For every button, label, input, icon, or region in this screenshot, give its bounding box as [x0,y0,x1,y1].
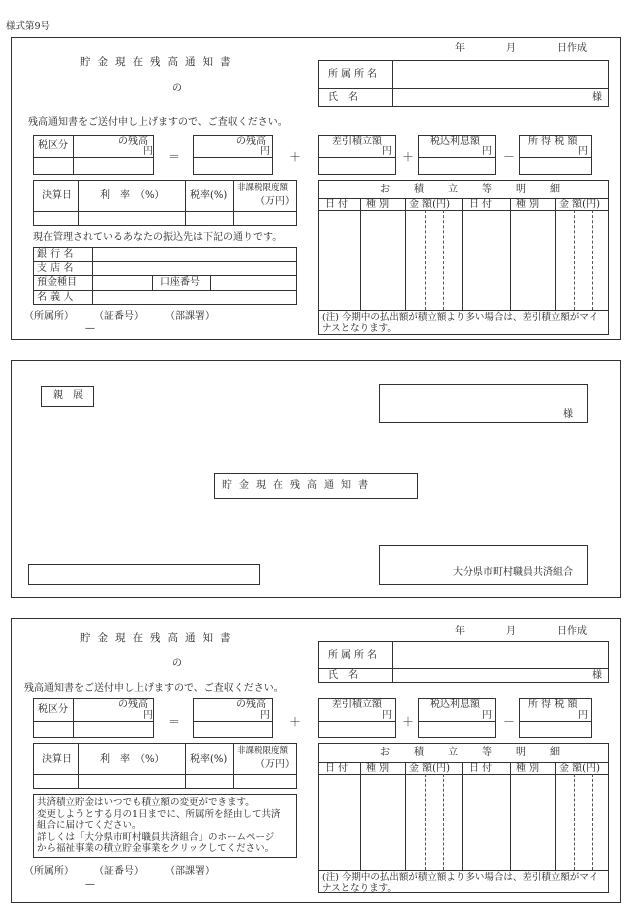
recipient-box-2 [318,641,609,683]
exempt-unit-label-2: （万円） [255,759,295,770]
cert-no-label-2: （証番号） [94,866,144,877]
notice-line: から福祉事業の積立貯金事業をクリックしてください。 [37,843,275,854]
exempt-limit-label-2: 非課税限度額 [237,746,289,756]
income-tax-label: 所 得 税 額 [528,136,578,147]
office-label: 所属所名 [328,69,380,80]
interest-label-2: 税込利息額 [430,699,480,710]
income-tax-label-2: 所 得 税 額 [528,699,578,710]
yen-8: 円 [382,710,392,721]
account-intro: 現在管理されているあなたの振込先は下記の通りです。 [33,232,283,243]
exempt-limit-label: 非課税限度額 [237,183,289,193]
notice-line: 共済積立貯金はいつでも積立額の変更ができます。 [37,797,255,808]
account-no-label: 口座番号 [160,277,200,288]
form-title-2: 貯金現在残高通知書 [80,632,238,644]
yen-6: 円 [143,710,153,721]
settle-date-label-2: 決算日 [42,754,72,765]
office-paren-2: （所属所） [24,866,74,877]
prev-balance-label: の残高 [118,136,148,147]
detail-h2: 種 別 [366,199,390,210]
cert-no-label: （証番号） [94,311,144,322]
detail-h6: 金 額(円) [559,199,600,210]
detail-h2-2: 種 別 [366,763,390,774]
address-box [379,384,588,423]
current-balance-label-2: の残高 [236,699,266,710]
date-created-2: 日作成 [557,626,587,637]
title-no-2: の [172,658,182,669]
equals-sign: ＝ [168,150,181,164]
envelope-title: 貯金現在残高通知書 [222,480,375,491]
honorific-2: 様 [592,670,602,681]
intro-text-2: 残高通知書をご送付申し上げますので、ご査収ください。 [24,683,284,694]
notice-line: 変更しようとする月の1日までに、所属所を経由して共済 [37,808,281,820]
dash: — [85,323,95,334]
confidential-label: 親 展 [53,390,83,401]
notice-line: 詳しくは「大分県市町村職員共済組合」のホームページ [37,831,275,843]
deposit-type-label: 預金種目 [37,277,77,288]
tax-rate-label-2: 税率(%) [190,754,228,765]
detail-h1: 日 付 [325,199,349,210]
name-label-2: 氏 名 [328,670,358,681]
detail-h5: 種 別 [516,199,540,210]
notice-text [37,797,281,855]
detail-h4-2: 日 付 [469,763,493,774]
yen-2: 円 [260,146,270,157]
honorific: 様 [592,92,602,103]
yen-10: 円 [578,710,588,721]
office-paren: （所属所） [24,311,74,322]
date-month: 月 [506,43,516,54]
form-title: 貯金現在残高通知書 [80,56,238,68]
notice-line: 組合に届けてください。 [37,820,142,831]
title-no: の [172,83,182,94]
yen-5: 円 [578,146,588,157]
plus-sign-4: ＋ [402,715,415,729]
plus-sign-2: ＋ [402,150,415,164]
office-label-2: 所属所名 [328,650,380,661]
dept-label: （部課署） [165,311,215,322]
minus-sign-2: － [503,715,516,729]
exempt-unit-label: （万円） [255,196,295,207]
yen-7: 円 [260,710,270,721]
rate-label-2: 利 率 （%） [100,754,165,765]
prev-balance-label-2: の残高 [118,699,148,710]
tax-class-label: 税区分 [38,140,68,151]
net-deposit-label-2: 差引積立額 [332,699,382,710]
detail-h6-2: 金 額(円) [559,763,600,774]
date-created: 日作成 [557,43,587,54]
detail-title-2: お 積 立 等 明 細 [380,747,567,758]
date-year-2: 年 [455,626,465,637]
detail-h4: 日 付 [469,199,493,210]
branch-label: 支 店 名 [37,263,74,274]
plus-sign-1: ＋ [289,150,302,164]
current-balance-label: の残高 [236,136,266,147]
yen-1: 円 [143,146,153,157]
detail-h1-2: 日 付 [325,763,349,774]
recipient-box [318,60,609,107]
intro-text: 残高通知書をご送付申し上げますので、ご査収ください。 [28,117,288,128]
tax-class-label-2: 税区分 [38,704,68,715]
minus-sign: － [503,150,516,164]
dept-label-2: （部課署） [165,866,215,877]
rate-label: 利 率 （%） [100,190,165,201]
net-deposit-label: 差引積立額 [332,136,382,147]
date-month-2: 月 [506,626,516,637]
yen-3: 円 [382,146,392,157]
yen-9: 円 [482,710,492,721]
detail-h5-2: 種 別 [516,763,540,774]
sender-name: 大分県市町村職員共済組合 [453,567,573,578]
settle-date-label: 決算日 [42,190,72,201]
detail-h3: 金 額(円) [409,199,450,210]
detail-note: (注) 今期中の払出額が積立額より多い場合は、差引積立額がマイナスとなります。 [322,312,599,334]
form-number: 様式第9号 [6,21,51,32]
equals-sign-2: ＝ [168,715,181,729]
blank-box [28,564,260,585]
envelope-honorific: 様 [563,409,573,420]
plus-sign-3: ＋ [289,715,302,729]
interest-label: 税込利息額 [430,136,480,147]
date-year: 年 [455,43,465,54]
bank-label: 銀 行 名 [37,249,74,260]
sender-box [379,545,588,585]
detail-h3-2: 金 額(円) [409,763,450,774]
detail-note-2: (注) 今期中の払出額が積立額より多い場合は、差引積立額がマイナスとなります。 [322,872,599,894]
yen-4: 円 [482,146,492,157]
tax-rate-label: 税率(%) [190,190,228,201]
holder-label: 名 義 人 [37,292,74,303]
dash-2: — [85,879,95,890]
name-label: 氏 名 [328,92,358,103]
detail-title: お 積 立 等 明 細 [380,184,567,195]
